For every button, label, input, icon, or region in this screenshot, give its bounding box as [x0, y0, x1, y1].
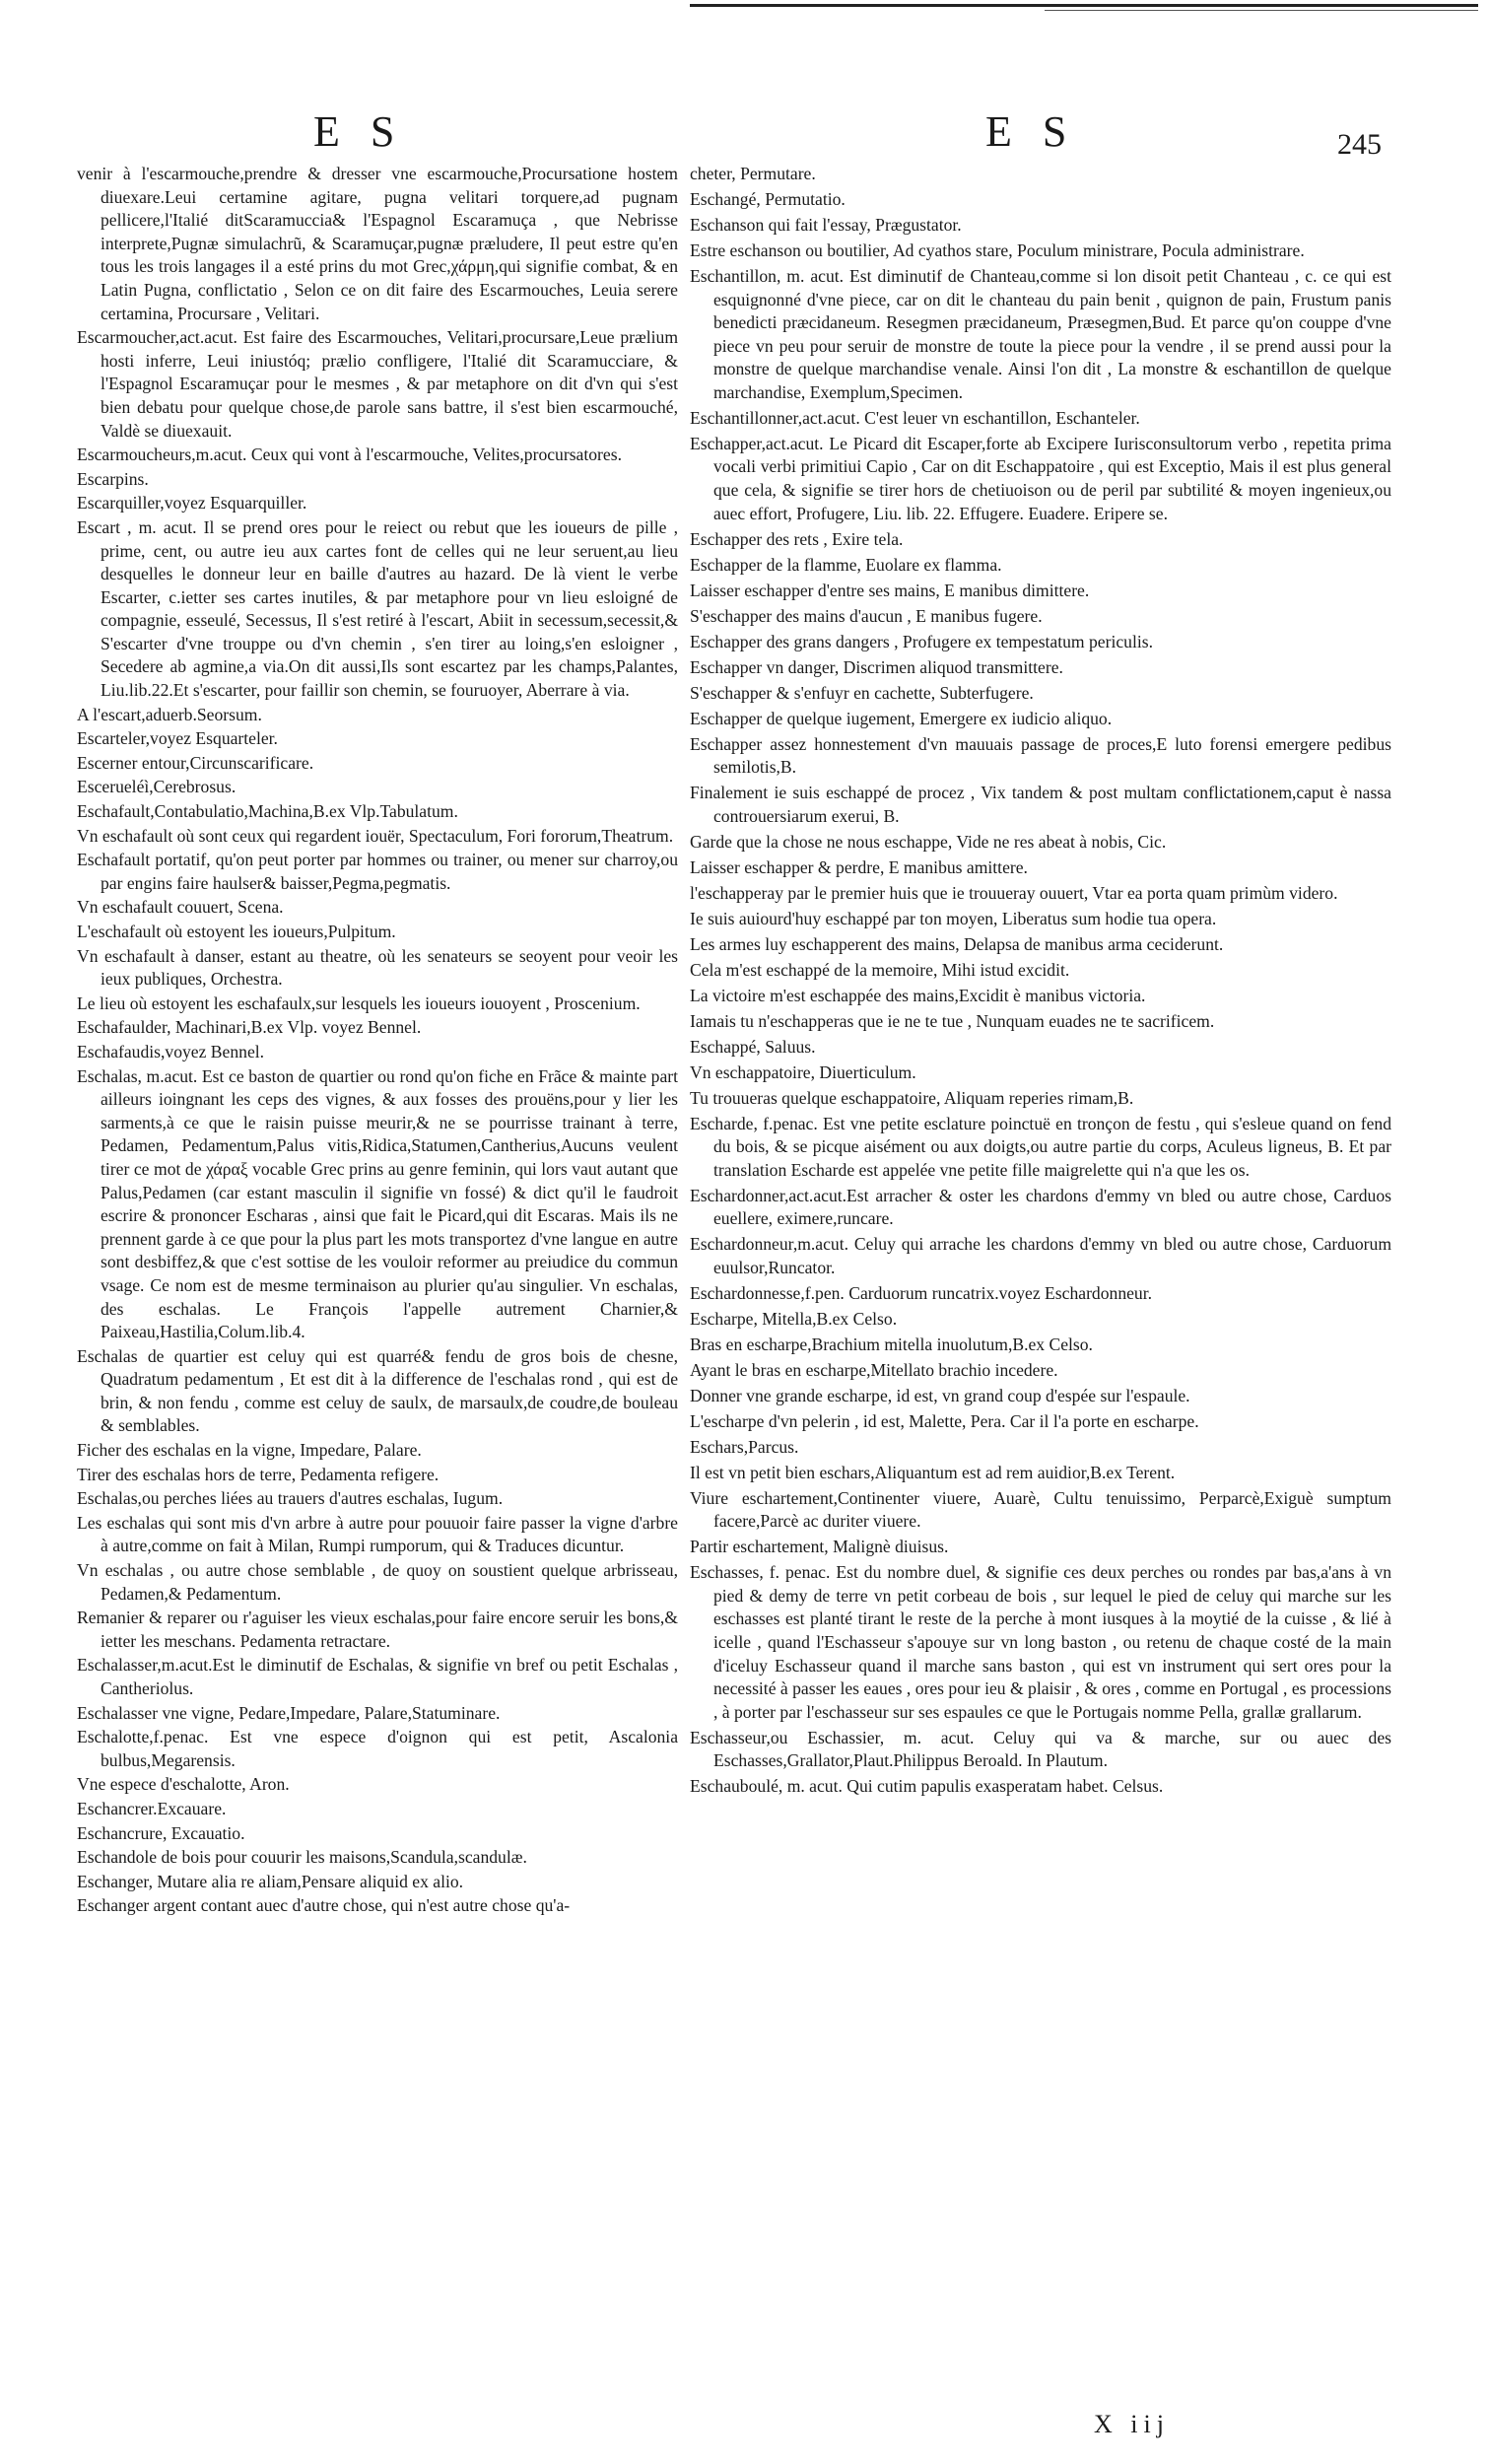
left-running-head: E S [313, 107, 405, 156]
dictionary-entry: Escerner entour,Circunscarificare. [77, 752, 314, 773]
dictionary-entry: Estre eschanson ou boutilier, Ad cyathos stare, Poculum ministrare, Pocula administrare. [690, 240, 1305, 260]
dictionary-entry: Partir eschartement, Malignè diuisus. [690, 1537, 949, 1557]
dictionary-entry: Iamais tu n'eschapperas que ie ne te tue , Nunquam euades ne te sacrificem. [690, 1010, 1215, 1031]
dictionary-entry: Eschanson qui fait l'essay, Prægustator. [690, 214, 962, 235]
dictionary-entry: Eschapper vn danger, Discrimen aliquod transmittere. [690, 656, 1063, 677]
dictionary-entry: Eschalas, m.acut. Est ce baston de quartier ou rond qu'on fiche en Frãce & mainte part ailleurs ioingnant les ceps des vignes, & aux fosses des prouëns,pour y lier les sarments,à ce que le raisin puisse meurir,& ne se pourrisse trainant à terre, Pedamen, Pedamentum,Palus vitis,Ridica,Statumen,Cantherius,Aucuns veulent tirer ce mot de χάραξ vocable Grec prins au genre feminin, qui lors vaut autant que Palus,Pedamen (car estant masculin il signifie vn fossé) & dict qu'il le faudroit escrire & prononcer Escharas , ainsi que fait le Picard,qui dit Escaras. Mais ils ne prennent garde à ce que pour la plus part les mots transportez d'vne langue en autre sont desbiffez,& que c'est sottise de les vouloir reformer au preiudice du commun vsage. Ce nom est de mesme terminaison au plurier qu'au singulier. Vn eschalas, des eschalas. Le François l'appelle autrement Charnier,& Paixeau,Hastilia,Colum.lib.4. [77, 1065, 678, 1342]
dictionary-entry: Eschasseur,ou Eschassier, m. acut. Celuy qui va & marche, sur ou auec des Eschasses,Grallator,Plaut.Philippus Beroald. In Plautum. [690, 1727, 1391, 1771]
right-column [690, 163, 1391, 1801]
dictionary-entry: Garde que la chose ne nous eschappe, Vide ne res abeat à nobis, Cic. [690, 831, 1167, 852]
dictionary-entry: Il est vn petit bien eschars,Aliquantum est ad rem auidior,B.ex Terent. [690, 1462, 1176, 1482]
dictionary-entry: L'escharpe d'vn pelerin , id est, Malette, Pera. Car il l'a porte en escharpe. [690, 1410, 1199, 1431]
dictionary-entry: Eschapper des grans dangers , Profugere ex tempestatum periculis. [690, 631, 1153, 651]
dictionary-entry: l'eschapperay par le premier huis que ie trouueray ouuert, Vtar ea porta quam primùm videro. [690, 882, 1338, 903]
dictionary-entry: Cela m'est eschappé de la memoire, Mihi istud excidit. [690, 959, 1070, 980]
top-rule [690, 4, 1478, 7]
dictionary-entry: Eschantillonner,act.acut. C'est leuer vn eschantillon, Eschanteler. [690, 407, 1140, 428]
dictionary-entry: Vn eschalas , ou autre chose semblable , de quoy on soustient quelque arbrisseau, Pedamen,& Pedamentum. [77, 1560, 678, 1604]
dictionary-entry: cheter, Permutare. [690, 164, 816, 183]
dictionary-entry: Eschafaudis,voyez Bennel. [77, 1041, 265, 1061]
dictionary-entry: Eschapper de la flamme, Euolare ex flamma. [690, 554, 1002, 575]
dictionary-entry: Eschangé, Permutatio. [690, 188, 846, 209]
dictionary-entry: Viure eschartement,Continenter viuere, Auarè, Cultu tenuissimo, Perparcè,Exiguè sumptum facere,Parcè ac duriter viuere. [690, 1487, 1391, 1532]
dictionary-entry: Les armes luy eschapperent des mains, Delapsa de manibus arma ceciderunt. [690, 933, 1224, 954]
dictionary-entry: Tu trouueras quelque eschappatoire, Aliquam reperies rimam,B. [690, 1087, 1134, 1108]
dictionary-entry: Escarmoucher,act.acut. Est faire des Escarmouches, Velitari,procursare,Leue prælium hosti inferre, Leui iniustóq; prælio confligere, l'Italié dit Scaramucciare, & l'Espagnol Escaramuçar pour le mesmes , & par metaphore on dit d'vn qui s'est bien debatu pour quelque chose,de parole sans battre, il s'est bien escarmouché, Valdè se diuexauit. [77, 327, 678, 441]
dictionary-entry: Eschardonner,act.acut.Est arracher & oster les chardons d'emmy vn bled ou autre chose, Carduos euellere, eximere,runcare. [690, 1185, 1391, 1229]
dictionary-entry: Le lieu où estoyent les eschafaulx,sur lesquels les ioueurs iouoyent , Proscenium. [77, 992, 641, 1013]
dictionary-entry: Vn eschafault où sont ceux qui regardent iouër, Spectaculum, Fori fororum,Theatrum. [77, 825, 674, 846]
dictionary-entry: Laisser eschapper d'entre ses mains, E manibus dimittere. [690, 580, 1090, 600]
dictionary-entry: Eschapper,act.acut. Le Picard dit Escaper,forte ab Excipere Iurisconsultorum verbo , repetita prima vocali verbi primitiui Capio , Car on dit Eschappatoire , qui est Exceptio, Mais il est plus general que cela, & signifie se tirer hors de chetiuoison ou de peril par subtilité & moyen ingenieux,ou auec effort, Profugere, Liu. lib. 22. Effugere. Euadere. Eripere se. [690, 433, 1391, 523]
dictionary-entry: Vn eschappatoire, Diuerticulum. [690, 1061, 916, 1082]
dictionary-entry: Eschalas,ou perches liées au trauers d'autres eschalas, Iugum. [77, 1488, 504, 1509]
dictionary-entry: Escarmoucheurs,m.acut. Ceux qui vont à l'escarmouche, Velites,procursatores. [77, 445, 622, 465]
dictionary-entry: Eschasses, f. penac. Est du nombre duel, & signifie ces deux perches ou rondes par bas,a'ans à vn pied & demy de terre vn petit corbeau de bois , sur lequel le pied de celuy qui marche sur les eschasses est planté tirant le reste de la perche à mont iusques à la moytié de la cuisse , & lié à icelle , quand l'Eschasseur s'apouye sur vn long baston , ou retenu de chaque costé de la main d'iceluy Eschasseur quand il marche sans baston , qui est vn instrument qui sert ores pour la necessité à passer les eaues , ores pour ieu & plaisir , & ores , comme en Portugal , es processions , à porter par l'eschasseur sur ses espaules ce que le Portugais nomme Pella, grallæ grallarum. [690, 1562, 1391, 1722]
dictionary-entry: Eschauboulé, m. acut. Qui cutim papulis exasperatam habet. Celsus. [690, 1776, 1164, 1797]
dictionary-entry: Escharde, f.penac. Est vne petite esclature poinctuë en tronçon de festu , qui s'esleue quand on fend du bois, & se picque aisément ou aux doigts,ou autre partie du corps, Aculeus ligneus, B. Et par translation Escharde est appelée vne petite fille maigrelette qui n'a que les os. [690, 1113, 1391, 1180]
dictionary-entry: Donner vne grande escharpe, id est, vn grand coup d'espée sur l'espaule. [690, 1385, 1190, 1405]
dictionary-entry: A l'escart,aduerb.Seorsum. [77, 704, 262, 724]
dictionary-entry: Eschapper des rets , Exire tela. [690, 528, 904, 549]
dictionary-entry: venir à l'escarmouche,prendre & dresser vne escarmouche,Procursatione hostem diuexare.Leui certamine agitare, pugna velitari torquere,ad pugnam pellicere,l'Italié ditScaramuccia& l'Espagnol Escaramuça , que Nebrisse interprete,Pugnæ simulachrũ, & Scaramuçar,pugnæ præludere, Il peut estre qu'en tous les trois langages il a esté prins du mot Grec,χάρμη,qui signifie combat, & en Latin Pugna, conflictatio , Selon ce on dit faire des Escarmouches, Leuia serere certamina, Procursare , Velitari. [77, 164, 678, 323]
dictionary-entry: Eschanger argent contant auec d'autre chose, qui n'est autre chose qu'a- [77, 1895, 571, 1916]
dictionary-entry: Eschafault portatif, qu'on peut porter par hommes ou trainer, ou mener sur charroy,ou par engins faire haulser& baisser,Pegma,pegmatis. [77, 850, 678, 893]
dictionary-entry: Eschafault,Contabulatio,Machina,B.ex Vlp.Tabulatum. [77, 801, 458, 822]
dictionary-entry: Eschardonnesse,f.pen. Carduorum runcatrix.voyez Eschardonneur. [690, 1282, 1153, 1303]
dictionary-entry: Escart , m. acut. Il se prend ores pour le reiect ou rebut que les ioueurs de pille , prime, cent, ou autre ieu aux cartes font de celles qui ne leur seruent,au lieu desquelles le donneur leur en baille d'autres au hazard. De là vient le verbe Escarter, c.ietter ses cartes inutiles, & par metaphore pour vn lieu esloigné de compagnie, esseulé, Secessus, Il s'est retiré à l'escart, Abiit in secessum,secessit,& S'escarter d'vne trouppe ou d'vn chemin , s'en tirer au loing,s'en esloigner , Secedere ab agmine,a via.On dit aussi,Ils sont escartez par les champs,Palantes, Liu.lib.22.Et s'escarter, pour faillir son chemin, se fouruoyer, Aberrare à via. [77, 516, 678, 701]
dictionary-entry: Eschafaulder, Machinari,B.ex Vlp. voyez Bennel. [77, 1017, 422, 1038]
dictionary-entry: Laisser eschapper & perdre, E manibus amittere. [690, 856, 1028, 877]
dictionary-entry: Eschardonneur,m.acut. Celuy qui arrache les chardons d'emmy vn bled ou autre chose, Carduorum euulsor,Runcator. [690, 1234, 1391, 1277]
dictionary-entry: Eschars,Parcus. [690, 1436, 799, 1457]
dictionary-entry: S'eschapper des mains d'aucun , E manibus fugere. [690, 605, 1043, 626]
dictionary-entry: Eschancrure, Excauatio. [77, 1822, 245, 1843]
dictionary-entry: Eschalas de quartier est celuy qui est quarré& fendu de gros bois de chesne, Quadratum pedamentum , Et est dit à la difference de l'eschalas rond , qui est de brin, & non fendu , comme est celuy de saulx, de marsaulx,de coudre,de bouleau & semblables. [77, 1345, 678, 1436]
dictionary-entry: Remanier & reparer ou r'aguiser les vieux eschalas,pour faire encore seruir les bons,& ietter les meschans. Pedamenta retractare. [77, 1608, 678, 1651]
dictionary-entry: Escerueléì,Cerebrosus. [77, 777, 237, 797]
dictionary-entry: Ficher des eschalas en la vigne, Impedare, Palare. [77, 1440, 422, 1461]
dictionary-entry: Escarpins. [77, 468, 149, 489]
dictionary-entry: Eschalasser vne vigne, Pedare,Impedare, Palare,Statuminare. [77, 1702, 501, 1723]
dictionary-entry: Ayant le bras en escharpe,Mitellato brachio incedere. [690, 1359, 1058, 1380]
dictionary-entry: Eschapper assez honnestement d'vn mauuais passage de proces,E luto forensi emergere pedibus semilotis,B. [690, 733, 1391, 778]
dictionary-entry: Eschancrer.Excauare. [77, 1798, 227, 1818]
dictionary-entry: Vne espece d'eschalotte, Aron. [77, 1774, 290, 1795]
dictionary-entry: Escharpe, Mitella,B.ex Celso. [690, 1308, 898, 1329]
top-rule-thin [1045, 10, 1478, 11]
dictionary-entry: Les eschalas qui sont mis d'vn arbre à autre pour pouuoir faire passer la vigne d'arbre à autre,comme on fait à Milan, Rumpi rumporum, qui & Traduces dicuntur. [77, 1512, 678, 1556]
dictionary-entry: Eschandole de bois pour couurir les maisons,Scandula,scandulæ. [77, 1847, 527, 1868]
dictionary-entry: Eschapper de quelque iugement, Emergere ex iudicio aliquo. [690, 708, 1113, 728]
dictionary-entry: Eschalotte,f.penac. Est vne espece d'oignon qui est petit, Ascalonia bulbus,Megarensis. [77, 1727, 678, 1770]
dictionary-entry: L'eschafault où estoyent les ioueurs,Pulpitum. [77, 922, 396, 941]
left-column [77, 163, 678, 1919]
dictionary-entry: Vn eschafault à danser, estant au theatre, où les senateurs se seoyent pour veoir les ieux publiques, Orchestra. [77, 945, 678, 990]
dictionary-entry: Vn eschafault couuert, Scena. [77, 897, 284, 918]
right-running-head: E S [985, 107, 1077, 156]
dictionary-entry: Eschalasser,m.acut.Est le diminutif de Eschalas, & signifie vn bref ou petit Eschalas , Cantheriolus. [77, 1655, 678, 1698]
signature-mark: X iij [1094, 2410, 1170, 2438]
dictionary-entry: Finalement ie suis eschappé de procez , Vix tandem & post multam conflictationem,caput è nassa controuersiarum exerui, B. [690, 783, 1391, 826]
dictionary-entry: Escarteler,voyez Esquarteler. [77, 728, 278, 749]
dictionary-entry: Eschanger, Mutare alia re aliam,Pensare aliquid ex alio. [77, 1871, 464, 1891]
dictionary-entry: Bras en escharpe,Brachium mitella inuolutum,B.ex Celso. [690, 1334, 1093, 1354]
dictionary-entry: Tirer des eschalas hors de terre, Pedamenta refigere. [77, 1464, 440, 1484]
dictionary-entry: Eschappé, Saluus. [690, 1036, 816, 1057]
dictionary-entry: La victoire m'est eschappée des mains,Excidit è manibus victoria. [690, 985, 1146, 1005]
dictionary-entry: S'eschapper & s'enfuyr en cachette, Subterfugere. [690, 682, 1034, 703]
dictionary-entry: Eschantillon, m. acut. Est diminutif de Chanteau,comme si lon disoit petit Chanteau , c. ce qui est esquignonné d'vne piece, car on dit le chanteau du pain benit , quignon de pain, Frustum panis benedicti præcidaneum. Resegmen præcidaneum, Præsegmen,Bud. Et parce qu'on couppe d'vne piece vn peu pour seruir de monstre de toute la piece pour la vendre , il se prend aussi pour la monstre de quelque marchandise venale. Ainsi l'on dit , La monstre & eschantillon de quelque marchandise, Exemplum,Specimen. [690, 265, 1391, 402]
page-number: 245 [1337, 128, 1382, 161]
dictionary-entry: Escarquiller,voyez Esquarquiller. [77, 493, 307, 513]
dictionary-entry: Ie suis auiourd'huy eschappé par ton moyen, Liberatus sum hodie tua opera. [690, 908, 1217, 928]
